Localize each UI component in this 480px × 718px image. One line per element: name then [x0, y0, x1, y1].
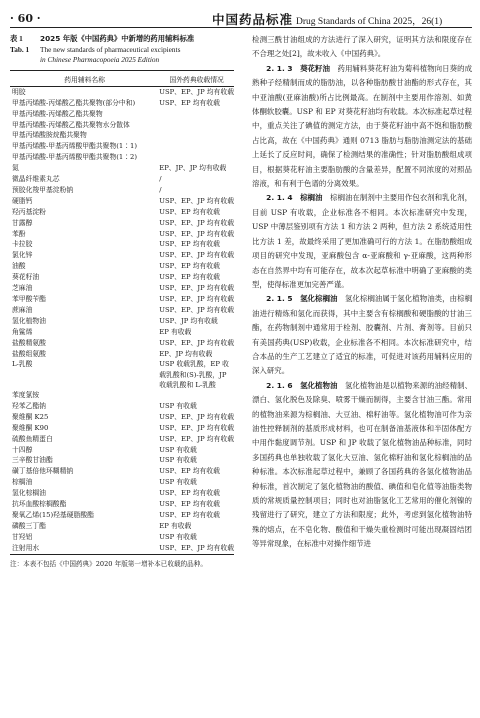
pharmacopoeia-status: USP、EP、JP 均有收载 [159, 218, 234, 227]
excipient-name: 盐酸精氨酸 [12, 338, 46, 347]
excipient-name: 油酸 [12, 262, 26, 271]
table-row [10, 196, 234, 207]
pharmacopoeia-status: EP 有收载 [159, 521, 192, 530]
table-row [10, 510, 234, 521]
excipient-name: 注射用水 [10, 543, 159, 554]
excipient-name: 角鲨烯 [12, 327, 33, 336]
pharmacopoeia-status: USP、EP、JP 均有收载 [159, 305, 234, 314]
pharmacopoeia-status: USP、JP 均有收载 [159, 316, 218, 325]
pharmacopoeia-status: USP、EP、JP 均有收载 [159, 251, 234, 260]
excipient-name: 微晶纤维素丸芯 [12, 175, 60, 184]
table-row [10, 359, 234, 390]
section-text: 氢化植物油是以植物来源的油经精制、漂白、氢化脱色及除臭、喷雾干燥而制得，主要含甘油三酯。常用的植物油来源为棕榈油、大豆油、棉籽油等。氢化植物油可作为亲油性控释制剂的基质形成材料，也可在制备油基液体和半固体配方中用作黏度调节剂。USP 和 JP 收载了氢化植物油品种标准，同时多国药典也单独收载了氢化大豆油、氢化棉籽油和氢化棕榈油的品种标准。本次标准起草过程中，兼顾了各国药典的各氢化植物油品种标准，首次制定了氢化植物油的酸值、碘值和皂化值等油脂类物质的常规质量控制项目；同时也对油脂氢化工艺常用的催化剂镍的残留进行了研究，建立了方法和限度；此外，考虑到氢化植物油特殊的熔点，在不皂化物、酸值和干燥失重检测时可能出现凝固结团等异常现象，在标准中对操作细节进 [252, 380, 473, 549]
excipient-name: 聚维酮 K25 [12, 412, 49, 421]
table-row [10, 239, 234, 250]
excipient-name: 硫酸鱼精蛋白 [12, 434, 53, 443]
pharmacopoeia-status [159, 120, 234, 131]
table-row [10, 327, 234, 338]
table-row [10, 86, 234, 97]
pharmacopoeia-status [159, 390, 234, 401]
pharmacopoeia-status: USP、EP 均有收载 [159, 511, 220, 520]
table-block [10, 34, 234, 568]
excipient-name: 甘露醇 [12, 218, 33, 227]
excipient-name: 十四醇 [12, 445, 33, 454]
table-row [10, 250, 234, 261]
table-row [10, 130, 234, 141]
section-2-1-3 [252, 62, 472, 192]
excipient-name: 棕榈油 [12, 478, 33, 487]
caption-cn-label: 表 1 [10, 34, 23, 43]
excipient-name: 甘羟铝 [12, 532, 33, 541]
table-row [10, 466, 234, 477]
table-row [10, 141, 234, 152]
excipient-name: 盐酸组氨酸 [12, 349, 46, 358]
paragraph-continued: 检测三酰甘油组成的方法进行了深入研究，证明其方法和限度存在不合理之处[2]，故未收入《中国药典》。 [252, 35, 472, 59]
excipient-name: 甲基丙烯酸胺烷酯共聚物 [12, 131, 87, 140]
section-text: 棕榈油在制剂中主要用作包衣剂和乳化剂，目前 USP 有收载，企业标准各不相同。本次标准研究中发现，USP 中薄层鉴别项有方法 1 和方法 2 两种，但方法 2 系统适用性比方法 1 差，故最终采用了更加准确可行的方法 1。在脂肪酸组成项目的研究中发现，亚麻酸包含 α-亚麻酸和 γ-亚麻酸，这两种形态在自然界中均有可能存在，故本次起草标准中明确了亚麻酸的类型，使得标准更加完善严谨。 [252, 193, 473, 289]
pharmacopoeia-status: USP、EP 均有收载 [159, 262, 220, 271]
excipient-name: 甲基丙烯酸-甲基丙烯酸甲酯共聚物(1∶2) [12, 153, 137, 162]
table-row [10, 316, 234, 327]
excipient-name: 甲基丙烯酸-丙烯酸乙酯共聚物 [12, 109, 103, 118]
pharmacopoeia-status: USP 有收载 [159, 456, 197, 465]
section-2-1-6 [252, 379, 472, 552]
pharmacopoeia-status: USP、EP 均有收载 [159, 489, 220, 498]
pharmacopoeia-status: USP、EP 均有收载 [159, 98, 220, 107]
table-row [10, 294, 234, 305]
excipient-name: 氢化植物油 [12, 316, 46, 325]
pharmacopoeia-status: USP、EP 均有收载 [159, 207, 220, 216]
table-row [10, 218, 234, 229]
column-header-status: 国外药典收载情况 [159, 70, 234, 86]
excipient-name: 聚氧乙烯(15)羟基硬脂酸酯 [12, 511, 94, 520]
excipient-name: 苯酚 [12, 229, 26, 238]
excipient-name: 芝麻油 [12, 284, 33, 293]
journal-title-en: Drug Standards of China 2025，26(1) [296, 17, 443, 27]
section-text: 氢化棕榈油属于氢化植物油类，由棕榈油进行精炼和氢化而获得，其中主要含有棕榈酸和硬脂酸的甘油三酯，在药物制剂中通常用于栓剂、胶囊剂、片剂、膏剂等。目前只有美国药典(USP)收载，企业标准各不相同。本次标准研究中，结合本品的生产工艺建立了适宜的标准，可促进对该药用辅料应用的深入研究。 [252, 294, 473, 376]
section-heading: 2. 1. 3 葵花籽油 [266, 63, 330, 73]
excipient-name: 聚维酮 K90 [12, 423, 49, 432]
table-row [10, 349, 234, 360]
body-text [252, 33, 472, 552]
table-row [10, 229, 234, 240]
caption-en-line1: The new standards of pharmaceutical excipients [40, 44, 181, 54]
section-heading: 2. 1. 6 氢化植物油 [266, 380, 338, 390]
table-row [10, 207, 234, 218]
column-header-name: 药用辅料名称 [10, 70, 159, 86]
section-heading: 2. 1. 4 棕榈油 [266, 193, 323, 203]
pharmacopoeia-status: / [159, 185, 162, 194]
pharmacopoeia-status: USP 收载乳酸，EP 收载乳酸和(S)-乳酸，JP 收载乳酸和 L-乳酸 [159, 360, 229, 389]
journal-title-cn: 中国药品标准 [212, 12, 294, 27]
table-caption [10, 34, 234, 66]
pharmacopoeia-status: USP、EP、JP 均有收载 [159, 434, 234, 443]
table-row [10, 445, 234, 456]
excipient-name: 硬脂钙 [12, 196, 33, 205]
section-heading: 2. 1. 5 氢化棕榈油 [266, 294, 338, 304]
table-row [10, 120, 234, 131]
table-row [10, 434, 234, 445]
pharmacopoeia-status: USP、EP 均有收载 [159, 240, 220, 249]
page-number: · 60 · [10, 12, 41, 25]
table-row [10, 455, 234, 466]
excipient-name: 氮 [12, 164, 19, 173]
excipient-name: 羟丙基淀粉 [12, 207, 46, 216]
excipient-name: 卡拉胶 [12, 240, 33, 249]
excipient-name: 磺丁基倍他环糊精钠 [12, 467, 74, 476]
table-row [10, 401, 234, 412]
pharmacopoeia-status: EP、JP、JP 均有收载 [159, 164, 227, 173]
table-row [10, 174, 234, 185]
section-2-1-4 [252, 191, 472, 292]
pharmacopoeia-status: USP、EP、JP 均有收载 [159, 412, 234, 421]
pharmacopoeia-status: USP、EP 均有收载 [159, 273, 220, 282]
pharmacopoeia-status: USP、EP、JP 均有收载 [159, 295, 234, 303]
table-row [10, 185, 234, 196]
pharmacopoeia-status: USP 有收载 [159, 445, 197, 454]
table-body [10, 86, 234, 554]
pharmacopoeia-status: USP 有收载 [159, 478, 197, 487]
excipient-name: 甲基丙烯酸-丙烯酸乙酯共聚物(部分中和) [12, 98, 136, 107]
pharmacopoeia-status [159, 130, 234, 141]
table-row [10, 543, 234, 554]
page-header [0, 0, 480, 30]
pharmacopoeia-status: USP、EP、JP 均有收载 [159, 87, 234, 96]
table-row [10, 109, 234, 120]
pharmacopoeia-status [159, 109, 234, 120]
section-text: 药用辅料葵花籽油为菊科植物向日葵的成熟种子经精制而成的脂肪油，以各种脂肪酸甘油酯的形式存在，其中亚油酸(亚麻油酸)所占比例最高。在制剂中主要用作溶剂、如黄体酮软胶囊。USP 和 EP 对葵花籽油均有收载。本次标准起草过程中，重点关注了碘值的测定方法，由于葵花籽油中高不饱和脂肪酸占比高，故在《中国药典》通则 0713 脂肪与脂肪油测定法的基础上延长了反应时间，确保了检测结果的准确性；针对脂肪酸组成项目，根据葵花籽油主要脂肪酸的含量差异，配置不同浓度的对照品溶液，和有利于色谱的分离效果。 [252, 63, 473, 189]
table-row [10, 152, 234, 163]
pharmacopoeia-status: EP 有收载 [159, 327, 192, 336]
excipient-name: 苯甲酸苄酯 [12, 295, 46, 303]
excipient-name: 抗坏血酸棕榈酸酯 [12, 500, 67, 509]
table-row [10, 477, 234, 488]
excipient-name: 羟苯乙酯钠 [12, 401, 46, 410]
excipient-name: 苯度氯铵 [12, 391, 40, 400]
excipient-name: 甲基丙烯酸-甲基丙烯酸甲酯共聚物(1∶1) [12, 142, 137, 151]
caption-en-label: Tab. 1 [10, 44, 30, 54]
pharmacopoeia-status: USP、EP、JP 均有收载 [159, 338, 234, 347]
table-row [10, 412, 234, 423]
excipient-name: 蔗麻油 [12, 305, 33, 314]
pharmacopoeia-status: / [159, 175, 162, 184]
table-note: 注：本表不包括《中国药典》2020 年版第一增补本已收载的品种。 [10, 559, 207, 568]
excipient-name: 甲基丙烯酸-丙烯酸乙酯共聚物水分散体 [12, 120, 130, 129]
excipient-name: L-乳酸 [12, 360, 33, 369]
pharmacopoeia-status [159, 141, 234, 152]
excipient-name: 三辛酸甘油酯 [12, 456, 53, 465]
table-row [10, 305, 234, 316]
pharmacopoeia-status: EP、JP 均有收载 [159, 349, 213, 358]
pharmacopoeia-status: USP、EP 均有收载 [159, 467, 220, 476]
table-row [10, 423, 234, 434]
table-row [10, 390, 234, 401]
table-row [10, 521, 234, 532]
excipient-table [10, 70, 234, 555]
table-row [10, 283, 234, 294]
journal-title [212, 10, 442, 28]
excipient-name: 预胶化羧甲基淀粉钠 [12, 185, 74, 194]
table-row [10, 499, 234, 510]
pharmacopoeia-status: USP、EP、JP 均有收载 [159, 229, 234, 238]
table-row [10, 272, 234, 283]
pharmacopoeia-status: USP、EP、JP 均有收载 [159, 284, 234, 293]
pharmacopoeia-status: USP、EP、JP 均有收载 [159, 543, 234, 554]
excipient-name: 磷酸三丁酯 [12, 521, 46, 530]
caption-en-line2: in Chinese Pharmacopoeia 2025 Edition [40, 55, 160, 65]
table-row [10, 261, 234, 272]
table-row [10, 98, 234, 109]
pharmacopoeia-status: USP 有收载 [159, 401, 197, 410]
table-row [10, 488, 234, 499]
excipient-name: 葵花籽油 [12, 273, 40, 282]
excipient-name: 氢化棕榈油 [12, 489, 46, 498]
pharmacopoeia-status: USP、EP 均有收载 [159, 500, 220, 509]
pharmacopoeia-status [159, 152, 234, 163]
excipient-name: 氯化锌 [12, 251, 33, 260]
header-rule [10, 27, 472, 28]
pharmacopoeia-status: USP、EP、JP 均有收载 [159, 423, 234, 432]
table-row [10, 532, 234, 543]
pharmacopoeia-status: USP 有收载 [159, 532, 197, 541]
caption-cn: 2025 年版《中国药典》中新增的药用辅料标准 [40, 34, 195, 43]
excipient-name: 明胶 [12, 87, 26, 96]
table-row [10, 338, 234, 349]
pharmacopoeia-status: USP、EP、JP 均有收载 [159, 196, 234, 205]
section-2-1-5 [252, 292, 472, 378]
table-row [10, 163, 234, 174]
